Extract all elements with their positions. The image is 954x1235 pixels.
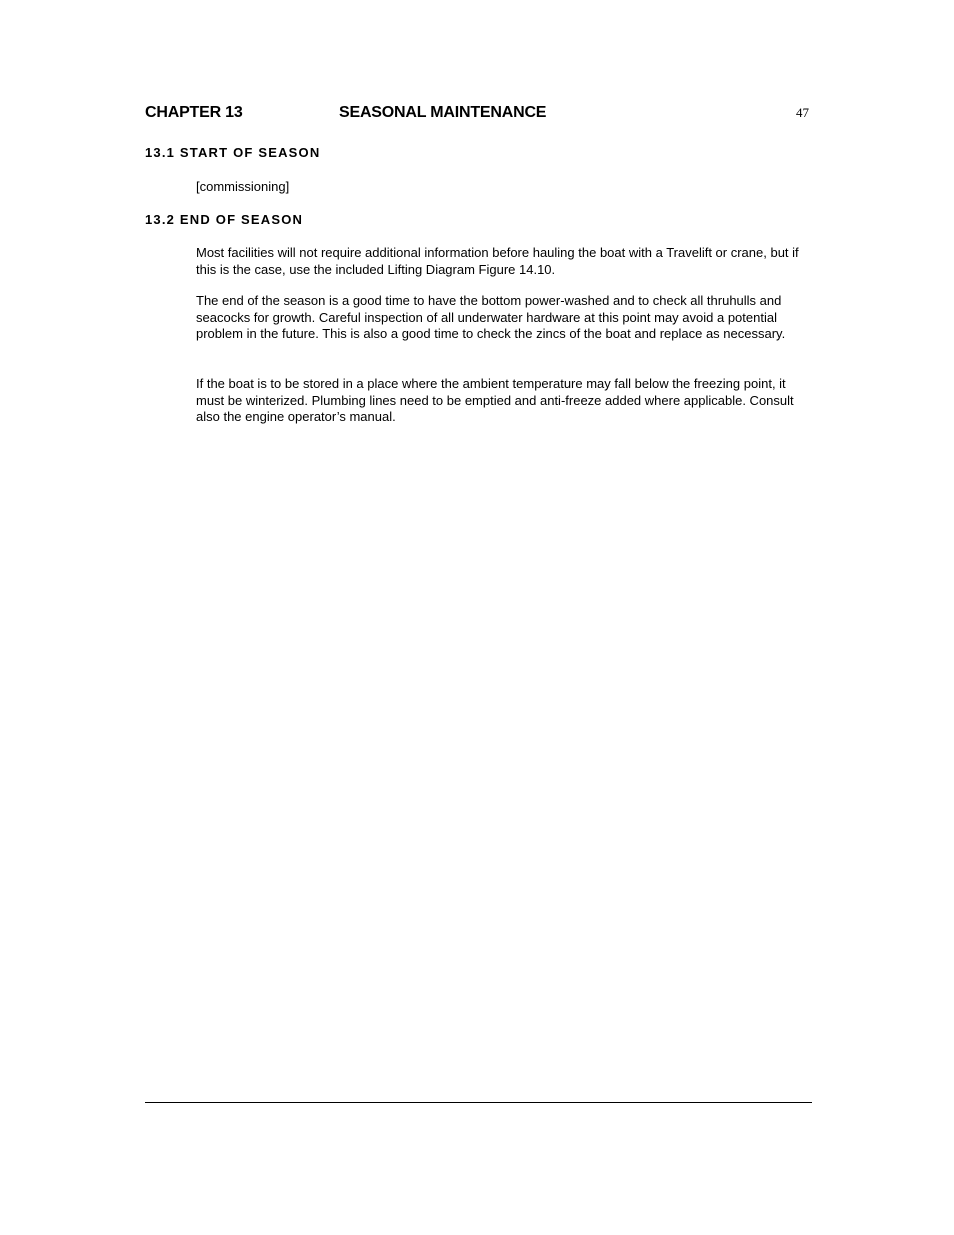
chapter-title: SEASONAL MAINTENANCE [339,104,547,121]
paragraph-hauling: Most facilities will not require additional information before hauling the boat with a Travelift or crane, but if this is the case, use the included Lifting Diagram Figure 14.10. [196,245,799,277]
commissioning-placeholder: [commissioning] [196,179,290,194]
chapter-label: CHAPTER 13 [145,104,243,121]
page-number: 47 [796,105,809,120]
paragraph-inspection: The end of the season is a good time to have the bottom power-washed and to check all thruhulls and seacocks for growth. Careful inspection of all underwater hardware at this point may avoid a potential problem in the future. This is also a good time to check the zincs of the boat and replace as necessary. [196,293,786,341]
paragraph-winterizing: If the boat is to be stored in a place where the ambient temperature may fall below the freezing point, it must be winterized. Plumbing lines need to be emptied and anti-freeze added where applicable. Consult also the engine operator’s manual. [196,376,794,424]
section-heading-start-of-season: 13.1 START OF SEASON [145,145,321,160]
footer-rule [145,1102,812,1103]
section-heading-end-of-season: 13.2 END OF SEASON [145,212,304,227]
